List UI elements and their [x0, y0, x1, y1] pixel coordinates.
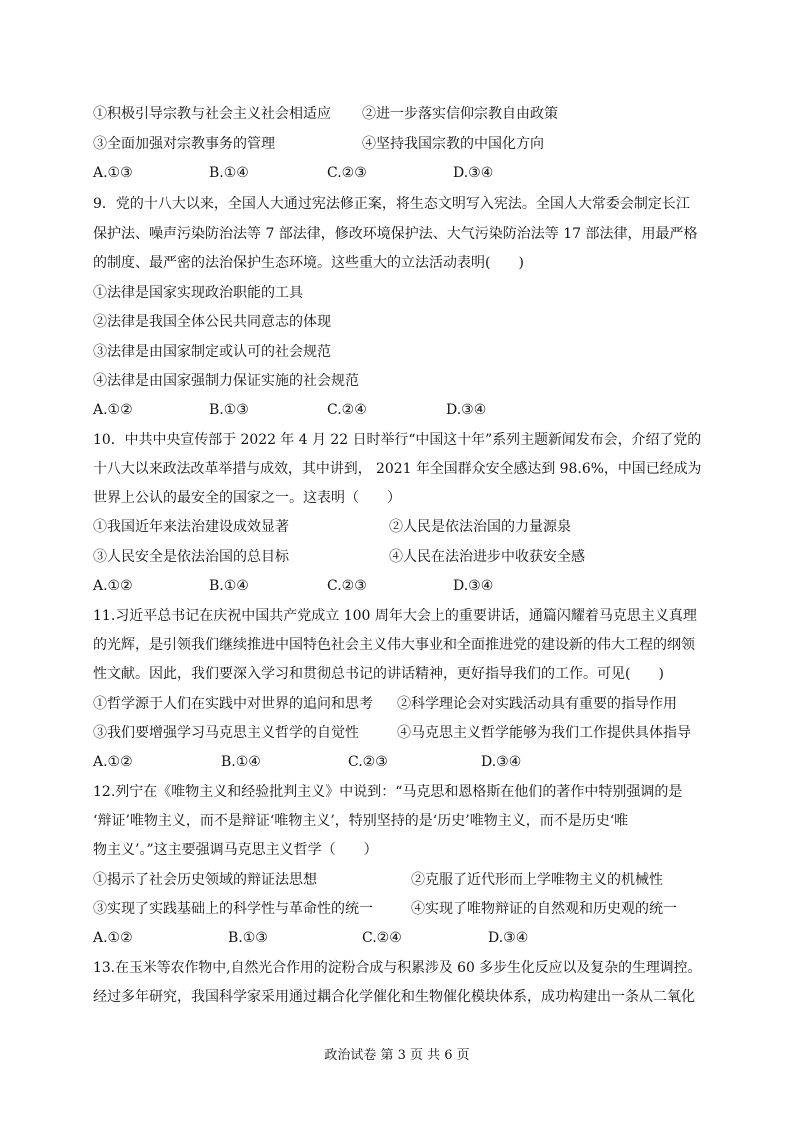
q11-stem-line-2: 的光辉，是引领我们继续推进中国特色社会主义伟大事业和全面推进党的建设新的伟大工程的纲领 — [93, 637, 695, 653]
page-footer: 政治试卷 第 3 页 共 6 页 — [324, 1048, 470, 1063]
q12-statement-3: ③实现了实践基础上的科学性与革命性的统一 — [93, 901, 373, 917]
q9-stem-line-1: 9．党的十八大以来，全国人大通过宪法修正案，将生态文明写入宪法。全国人大常委会制定长江 — [93, 196, 690, 212]
q12-statement-4: ④实现了唯物辩证的自然观和历史观的统一 — [411, 901, 677, 917]
q12-choice-b: B.①③ — [228, 930, 268, 946]
q12-choice-d: D.③④ — [488, 930, 529, 946]
q8-statement-3: ③全面加强对宗教事务的管理 — [93, 136, 275, 152]
q9-statement-4: ④法律是由国家强制力保证实施的社会规范 — [93, 373, 359, 389]
q11-choice-d: D.③④ — [481, 754, 522, 770]
q9-choice-b: B.①③ — [209, 402, 249, 418]
q8-choice-c: C.②③ — [327, 165, 367, 181]
q10-choice-c: C.②③ — [327, 578, 367, 594]
q12-stem-line-2: ‘辩证’唯物主义，而不是辩证‘唯物主义’，特别坚持的是‘历史’唯物主义，而不是历史‘唯 — [93, 813, 629, 829]
q10-choice-a: A.①② — [93, 578, 133, 594]
q9-choice-c: C.②④ — [327, 402, 367, 418]
q11-stem-line-1: 11.习近平总书记在庆祝中国共产党成立 100 周年大会上的重要讲话，通篇闪耀着马克思主义真理 — [93, 608, 697, 624]
q9-statement-3: ③法律是由国家制定或认可的社会规范 — [93, 344, 331, 360]
q10-choice-d: D.③④ — [453, 578, 494, 594]
q10-stem-line-2: 十八大以来政法改革举措与成效，其中讲到， 2021 年全国群众安全感达到 98.6%，中国已经成为 — [93, 461, 702, 477]
q9-choice-a: A.①② — [93, 402, 133, 418]
q10-statement-2: ②人民是依法治国的力量源泉 — [389, 519, 571, 535]
q10-statement-3: ③人民安全是依法治国的总目标 — [93, 549, 289, 565]
q12-stem-line-1: 12.列宁在《唯物主义和经验批判主义》中说到：“马克思和恩格斯在他们的著作中特别强调的是 — [93, 784, 683, 800]
q12-statement-2: ②克服了近代形而上学唯物主义的机械性 — [411, 872, 663, 888]
q12-statement-1: ①揭示了社会历史领域的辩证法思想 — [93, 872, 317, 888]
q11-statement-1: ①哲学源于人们在实践中对世界的追问和思考 — [93, 696, 373, 712]
q13-stem-line-1: 13.在玉米等农作物中,自然光合作用的淀粉合成与积累涉及 60 多步生化反应以及复杂的生理调控。 — [93, 960, 702, 976]
q11-choice-b: B.①④ — [221, 754, 261, 770]
q9-statement-1: ①法律是国家实现政治职能的工具 — [93, 285, 303, 301]
q13-stem-line-2: 经过多年研究，我国科学家采用通过耦合化学催化和生物催化模块体系，成功构建出一条从二氧化 — [93, 989, 695, 1005]
q8-choice-b: B.①④ — [209, 165, 249, 181]
q12-stem-line-3: 物主义’。”这主要强调马克思主义哲学（ ） — [93, 842, 378, 858]
q11-choice-c: C.②③ — [348, 754, 388, 770]
q11-choice-a: A.①② — [93, 754, 133, 770]
q8-statement-4: ④坚持我国宗教的中国化方向 — [362, 136, 544, 152]
q9-choice-d: D.③④ — [446, 402, 487, 418]
q11-statement-3: ③我们要增强学习马克思主义哲学的自觉性 — [93, 725, 359, 741]
q10-stem-line-3: 世界上公认的最安全的国家之一。这表明（ ） — [93, 490, 401, 506]
q10-statement-4: ④人民在法治进步中收获安全感 — [389, 549, 585, 565]
q9-stem-line-2: 保护法、噪声污染防治法等 7 部法律，修改环境保护法、大气污染防治法等 17 部法律，用最严格 — [93, 226, 698, 242]
q8-choice-d: D.③④ — [453, 165, 494, 181]
q11-stem-line-3: 性文献。因此，我们要深入学习和贯彻总书记的讲话精神，更好指导我们的工作。可见( ) — [93, 666, 664, 682]
q8-statement-1: ①积极引导宗教与社会主义社会相适应 — [93, 106, 331, 122]
q11-statement-4: ④马克思主义哲学能够为我们工作提供具体指导 — [397, 725, 691, 741]
q10-stem-line-1: 10．中共中央宣传部于 2022 年 4 月 22 日时举行“中国这十年”系列主题新闻发布会，介绍了党的 — [93, 432, 702, 448]
q10-statement-1: ①我国近年来法治建设成效显著 — [93, 519, 289, 535]
q8-choice-a: A.①③ — [93, 165, 133, 181]
q9-statement-2: ②法律是我国全体公民共同意志的体现 — [93, 314, 331, 330]
q10-choice-b: B.①④ — [209, 578, 249, 594]
q12-choice-a: A.①② — [93, 930, 133, 946]
q12-choice-c: C.②④ — [362, 930, 402, 946]
q11-statement-2: ②科学理论会对实践活动具有重要的指导作用 — [397, 696, 677, 712]
q8-statement-2: ②进一步落实信仰宗教自由政策 — [362, 106, 558, 122]
q9-stem-line-3: 的制度、最严密的法治保护生态环境。这些重大的立法活动表明( ) — [93, 255, 524, 271]
